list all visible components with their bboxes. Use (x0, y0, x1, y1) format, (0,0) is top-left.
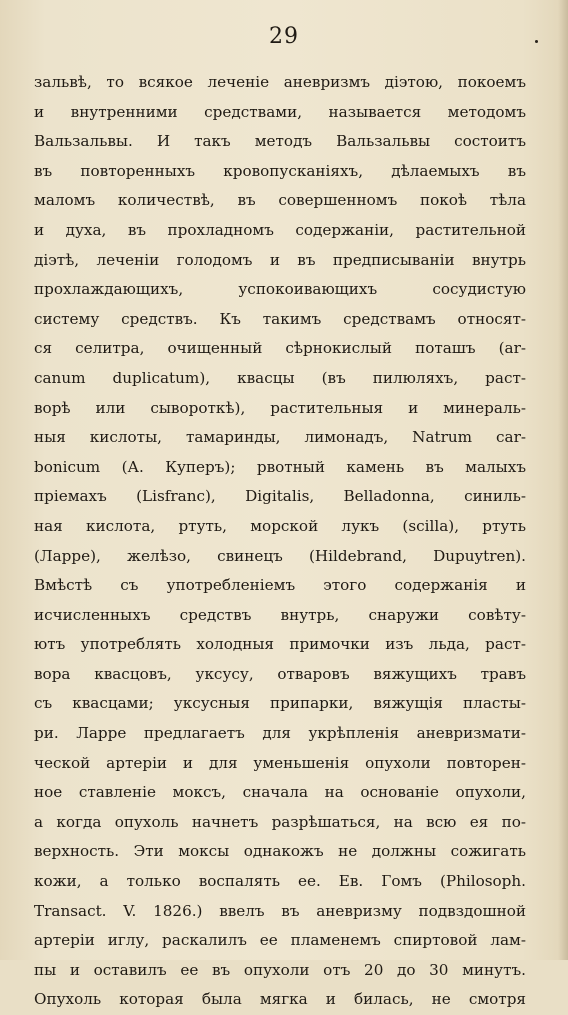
text-line: а когда опухоль начнетъ разрѣшаться, на всю ея по- (34, 812, 526, 831)
ink-speck (535, 40, 538, 43)
text-line: ри. Ларре предлагаетъ для укрѣпленія аневризмати- (34, 724, 526, 743)
text-line: Transact. V. 1826.) ввелъ въ аневризму подвздошной (34, 901, 526, 920)
text-line: зальвѣ, то всякое леченіе аневризмъ діэтою, покоемъ (34, 73, 526, 91)
text-line: пы и оставилъ ее въ опухоли отъ 20 до 30 минутъ. (34, 960, 526, 979)
text-line: прохлаждающихъ, успокоивающихъ сосудистую (34, 280, 526, 299)
body-text (34, 68, 526, 1015)
text-line: ческой артеріи и для уменьшенія опухоли повторен- (34, 753, 526, 772)
text-line: и внутренними средствами, называется методомъ (34, 102, 526, 121)
text-line: ныя кислоты, тамаринды, лимонадъ, Natrum car- (34, 428, 526, 447)
text-line: (Ларре), желѣзо, свинецъ (Hildebrand, Dupuytren). (34, 546, 526, 565)
text-line: діэтѣ, леченіи голодомъ и въ предписываніи внутрь (34, 250, 526, 269)
text-line: Вальзальвы. И такъ методъ Вальзальвы состоитъ (34, 132, 526, 151)
page-edge-shadow (558, 0, 568, 960)
text-line: Опухоль которая была мягка и билась, не смотря (34, 990, 526, 1009)
text-line: маломъ количествѣ, въ совершенномъ покоѣ тѣла (34, 191, 526, 210)
text-line: bonicum (А. Куперъ); рвотный камень въ малыхъ (34, 457, 526, 476)
text-line: систему средствъ. Къ такимъ средствамъ относят- (34, 309, 526, 328)
text-line: ное ставленіе моксъ, сначала на основаніе опухоли, (34, 783, 526, 802)
text-line: canum duplicatum), квасцы (въ пилюляхъ, раст- (34, 368, 526, 387)
text-line: и духа, въ прохладномъ содержаніи, растительной (34, 220, 526, 239)
text-line: исчисленныхъ средствъ внутрь, снаружи совѣту- (34, 605, 526, 624)
text-line: ная кислота, ртуть, морской лукъ (scilla), ртуть (34, 516, 526, 535)
text-line: пріемахъ (Lisfranc), Digitalis, Belladonna, синиль- (34, 487, 526, 506)
text-line: ся селитра, очищенный сѣрнокислый поташъ (ar- (34, 339, 526, 358)
page-number: 29 (269, 24, 299, 49)
text-line: въ повторенныхъ кровопусканіяхъ, дѣлаемыхъ въ (34, 161, 526, 180)
text-line: кожи, а только воспалять ее. Ев. Гомъ (Philosoph. (34, 872, 526, 891)
text-line: ворѣ или сывороткѣ), растительныя и минераль- (34, 398, 526, 417)
text-line: вора квасцовъ, уксусу, отваровъ вяжущихъ травъ (34, 664, 526, 683)
text-line: съ квасцами; уксусныя припарки, вяжущія пласты- (34, 694, 526, 713)
text-line: ютъ употреблять холодныя примочки изъ льда, раст- (34, 635, 526, 654)
text-line: Вмѣстѣ съ употребленіемъ этого содержанія и (34, 576, 526, 595)
text-line: артеріи иглу, раскалилъ ее пламенемъ спиртовой лам- (34, 931, 526, 950)
text-line: верхность. Эти моксы однакожъ не должны сожигать (34, 842, 526, 861)
